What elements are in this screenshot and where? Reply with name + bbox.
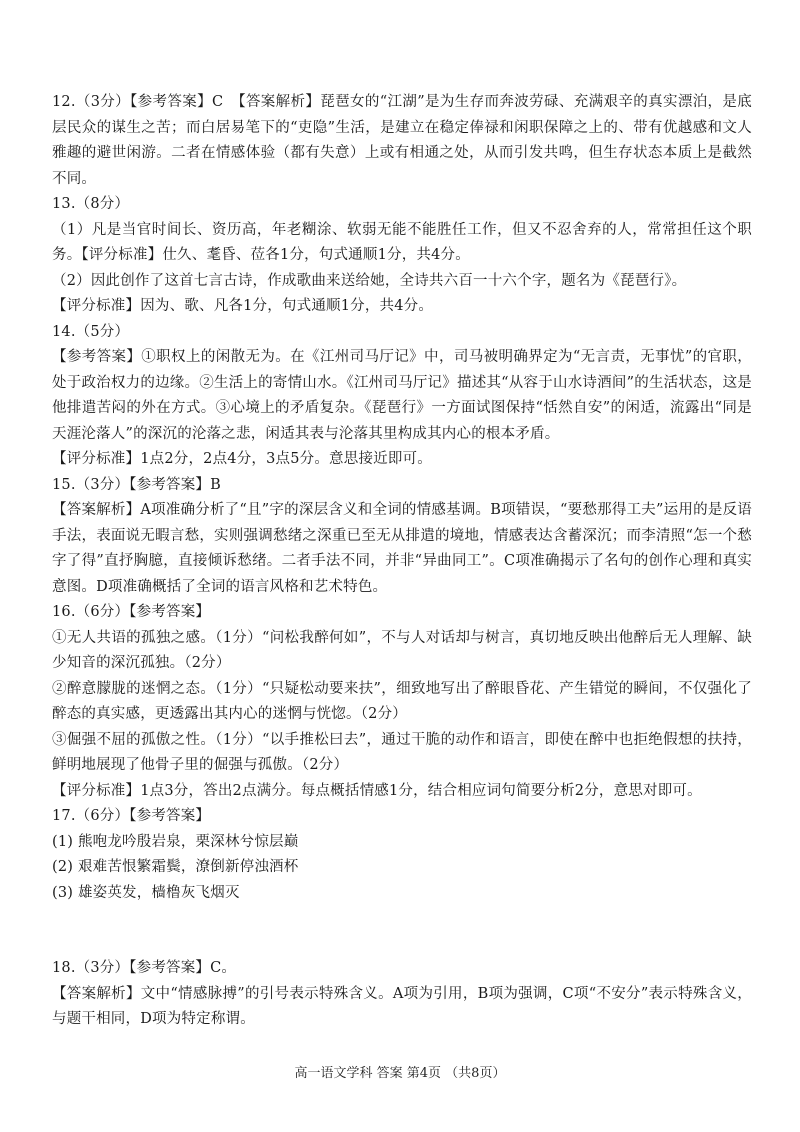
q15-analysis: 【答案解析】A项准确分析了“且”字的深层含义和全词的情感基调。B项错误，“要愁那得工夫”运用的是反语手法，表面说无暇言愁，实则强调愁绪之深重已至无从排遣的境地，情感表达含蓄深沉；而李清照“怎一个愁字了得”直抒胸臆，直接倾诉愁绪。二者手法不同，并非“异曲同工”。C项准确揭示了名句的创作心理和真实意图。D项准确概括了全词的语言风格和艺术特色。 bbox=[52, 502, 752, 595]
q16-scoring: 【评分标准】1点3分，答出2点满分。每点概括情感1分，结合相应词句简要分析2分，意思对即可。 bbox=[52, 782, 702, 799]
q17-heading: 17.（6分）【参考答案】 bbox=[52, 808, 211, 824]
answer-content bbox=[52, 90, 752, 1033]
q13-part2: （2）因此创作了这首七言古诗，作成歌曲来送给她，全诗共六百一十六个字，题名为《琵琶行》。 bbox=[52, 272, 687, 289]
q13-scoring: 【评分标准】因为、歌、凡各1分，句式通顺1分，共4分。 bbox=[52, 298, 434, 314]
q16-point3: ③倔强不屈的孤傲之性。（1分）“以手推松曰去”，通过干脆的动作和语言，即使在醉中也拒绝假想的扶持，鲜明地展现了他骨子里的倔强与孤傲。（2分） bbox=[52, 731, 752, 773]
q18-heading: 18.（3分）【参考答案】C。 bbox=[52, 960, 237, 976]
q14-answer: 【参考答案】①职权上的闲散无为。在《江州司马厅记》中，司马被明确界定为“无言责，无事忧”的官职，处于政治权力的边缘。②生活上的寄情山水。《江州司马厅记》描述其“从容于山水诗酒间”的生活状态，这是他排遣苦闷的外在方式。③心境上的矛盾复杂。《琵琶行》一方面试图保持“恬然自安”的闲适，流露出“同是天涯沦落人”的深沉的沦落之悲，闲适其表与沦落其里构成其内心的根本矛盾。 bbox=[52, 349, 752, 442]
page-footer: 高一语文学科 答案 第4页 （共8页） bbox=[294, 1066, 506, 1081]
q16-point1: ①无人共语的孤独之感。（1分）“问松我醉何如”，不与人对话却与树言，真切地反映出他醉后无人理解、缺少知音的深沉孤独。（2分） bbox=[52, 629, 752, 671]
q12-answer: 12.（3分）【参考答案】C 【答案解析】琵琶女的“江湖”是为生存而奔波劳碌、充满艰辛的真实漂泊，是底层民众的谋生之苦；而白居易笔下的“吏隐”生活，是建立在稳定俸禄和闲职保障之上的、带有优越感和文人雅趣的避世闲游。二者在情感体验（都有失意）上或有相通之处，从而引发共鸣，但生存状态本质上是截然不同。 bbox=[52, 94, 752, 187]
q17-line2: (2) 艰难苦恨繁霜鬓，潦倒新停浊酒杯 bbox=[52, 859, 299, 875]
section-gap bbox=[52, 906, 752, 956]
q17-line3: (3) 雄姿英发，樯橹灰飞烟灭 bbox=[52, 884, 240, 901]
q15-heading: 15.（3分）【参考答案】B bbox=[52, 476, 221, 493]
q18-analysis: 【答案解析】文中“情感脉搏”的引号表示特殊含义。A项为引用，B项为强调，C项“不安分”表示特殊含义，与题干相同，D项为特定称谓。 bbox=[52, 985, 752, 1027]
q17-line1: (1) 熊咆龙吟殷岩泉，栗深林兮惊层巅 bbox=[52, 833, 299, 850]
q16-heading: 16.（6分）【参考答案】 bbox=[52, 604, 211, 620]
q14-heading: 14.（5分） bbox=[52, 323, 130, 340]
q14-scoring: 【评分标准】1点2分，2点4分，3点5分。意思接近即可。 bbox=[52, 451, 432, 467]
q13-part1: （1）凡是当官时间长、资历高，年老糊涂、软弱无能不能胜任工作，但又不忍舍弃的人，常常担任这个职务。【评分标准】仕久、耄昏、莅各1分，句式通顺1分，共4分。 bbox=[52, 221, 752, 263]
q16-point2: ②醉意朦胧的迷惘之态。（1分）“只疑松动要来扶”，细致地写出了醉眼昏花、产生错觉的瞬间，不仅强化了醉态的真实感，更透露出其内心的迷惘与恍惚。（2分） bbox=[52, 680, 752, 722]
q13-heading: 13.（8分） bbox=[52, 196, 130, 212]
